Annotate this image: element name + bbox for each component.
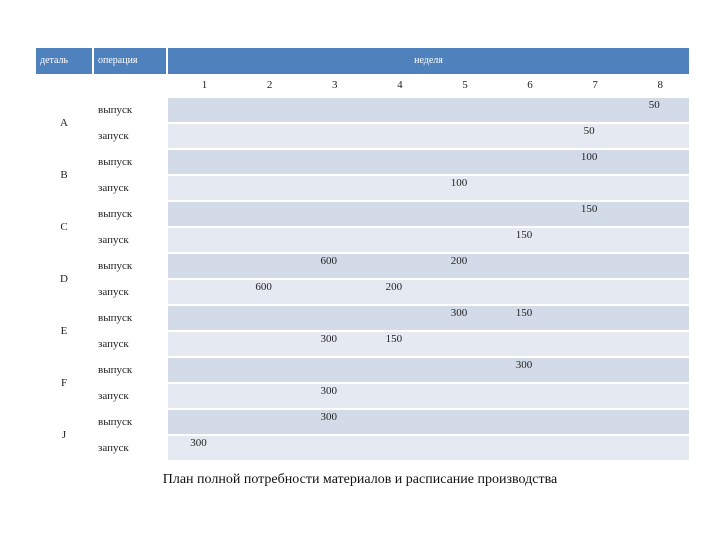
operation-release: выпуск [94, 306, 166, 330]
schedule-row [168, 436, 689, 460]
table-caption: План полной потребности материалов и расписание производства [162, 472, 558, 487]
schedule-value: 600 [320, 255, 337, 267]
week-number-3: 3 [332, 79, 338, 91]
operation-launch: запуск [94, 332, 166, 356]
operation-release: выпуск [94, 150, 166, 174]
week-number-1: 1 [201, 79, 208, 91]
header-detail: деталь [36, 48, 92, 74]
schedule-value: 300 [320, 385, 337, 397]
schedule-row [168, 358, 689, 382]
part-label-c: C [36, 202, 92, 252]
operation-release: выпуск [94, 410, 166, 434]
operation-release: выпуск [94, 202, 166, 226]
schedule-value: 50 [583, 125, 595, 137]
operation-release: выпуск [94, 254, 166, 278]
schedule-row [168, 306, 689, 330]
week-number-2: 2 [266, 79, 273, 91]
schedule-value: 100 [450, 177, 468, 189]
schedule-row [168, 202, 689, 226]
schedule-value: 150 [385, 333, 403, 345]
mrp-table [36, 48, 689, 462]
schedule-row [168, 176, 689, 200]
schedule-row [168, 410, 689, 434]
schedule-value: 300 [190, 437, 207, 449]
operation-launch: запуск [94, 436, 166, 460]
part-label-e: E [36, 306, 92, 356]
week-number-8: 8 [657, 79, 663, 91]
schedule-row [168, 228, 689, 252]
schedule-value: 200 [385, 281, 403, 293]
operation-launch: запуск [94, 124, 166, 148]
schedule-value: 150 [515, 229, 533, 241]
operation-release: выпуск [94, 358, 166, 382]
header-week: неделя [168, 48, 689, 74]
part-label-a: A [36, 98, 92, 148]
week-number-4: 4 [397, 79, 403, 91]
schedule-row [168, 150, 689, 174]
schedule-value: 100 [580, 151, 598, 163]
operation-launch: запуск [94, 280, 166, 304]
part-label-f: F [36, 358, 92, 408]
operation-launch: запуск [94, 228, 166, 252]
schedule-value: 600 [255, 281, 272, 293]
week-number-5: 5 [462, 79, 468, 91]
schedule-value: 150 [580, 203, 598, 215]
schedule-row [168, 280, 689, 304]
operation-release: выпуск [94, 98, 166, 122]
operation-launch: запуск [94, 176, 166, 200]
part-label-d: D [36, 254, 92, 304]
schedule-row [168, 98, 689, 122]
schedule-value: 200 [450, 255, 468, 267]
schedule-value: 300 [450, 307, 468, 319]
week-number-7: 7 [592, 79, 598, 91]
schedule-row [168, 124, 689, 148]
schedule-row [168, 254, 689, 278]
part-label-b: B [36, 150, 92, 200]
schedule-row [168, 332, 689, 356]
schedule-row [168, 384, 689, 408]
schedule-value: 300 [320, 333, 337, 345]
schedule-value: 150 [515, 307, 533, 319]
operation-launch: запуск [94, 384, 166, 408]
part-label-j: J [36, 410, 92, 460]
schedule-value: 300 [515, 359, 533, 371]
header-operation: операция [94, 48, 166, 74]
schedule-value: 50 [648, 99, 660, 111]
schedule-value: 300 [320, 411, 337, 423]
week-number-6: 6 [527, 79, 533, 91]
